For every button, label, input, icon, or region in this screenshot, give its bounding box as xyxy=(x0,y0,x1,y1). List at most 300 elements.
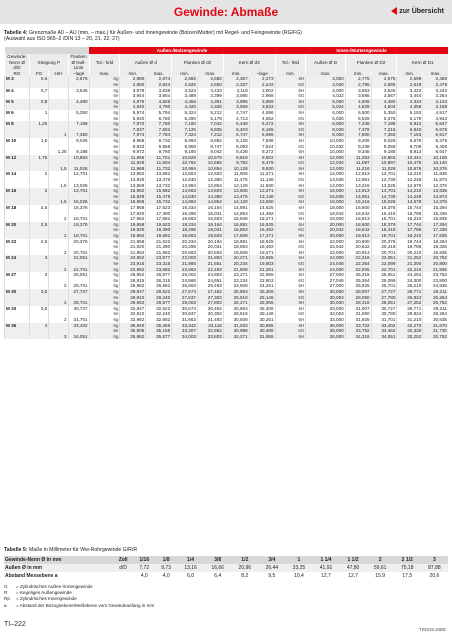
table-cell: 4,456 xyxy=(172,99,198,105)
table-cell: 7,602 xyxy=(146,127,172,133)
table-cell: 1/2 xyxy=(231,556,258,564)
table-cell: 16,625 xyxy=(249,222,275,228)
table-cell: 5,350 xyxy=(371,110,397,116)
table-cell: 29,264 xyxy=(423,311,448,317)
table-cell: 16,031 xyxy=(197,211,223,217)
table-cell: 19,336 xyxy=(423,244,448,250)
table-cell: 23,952 xyxy=(120,255,146,261)
table-cell: 25,701 xyxy=(371,283,397,289)
table-cell: 6e xyxy=(89,311,120,317)
table-cell: 26,915 xyxy=(120,278,146,284)
table-cell: 11,701 xyxy=(146,155,172,161)
legend-item: Rp = Zylindrisches Innengewinde xyxy=(4,596,77,602)
table-cell: 18,492 xyxy=(249,244,275,250)
table-cell: 11,835 xyxy=(423,171,448,177)
table-cell: 15,744 xyxy=(397,205,423,211)
table-cell: 9,188 xyxy=(68,149,89,155)
table-cell: M 12 xyxy=(5,155,30,161)
table-cell: 21,261 xyxy=(249,267,275,273)
back-to-overview-link[interactable]: zur Übersicht xyxy=(391,7,444,15)
table-cell: 33,118 xyxy=(197,323,223,329)
table-cell: 11,148 xyxy=(249,177,275,183)
table-cell: 10,897 xyxy=(371,160,397,166)
table-cell: 25,099 xyxy=(371,278,397,284)
table-cell: 7,72 xyxy=(133,564,155,572)
table-cell: 13,929 xyxy=(120,177,146,183)
table-cell: 25,701 xyxy=(68,283,89,289)
table-cell: 3 xyxy=(49,334,68,340)
table-cell: M 4 xyxy=(5,88,30,94)
table-cell: 4,976 xyxy=(120,99,146,105)
table-cell: 3,5 xyxy=(30,289,49,295)
table-cell: 16,663 xyxy=(172,216,198,222)
table-cell: 59,61 xyxy=(367,564,394,572)
table-cell: 14,701 xyxy=(68,188,89,194)
table-cell: 15,336 xyxy=(423,211,448,217)
table-cell: 15,216 xyxy=(345,199,371,205)
table-cell: 30,727 xyxy=(68,306,89,312)
table-cell: 15,962 xyxy=(120,188,146,194)
table-cell: 15,479 xyxy=(146,194,172,200)
table-cell: 6H xyxy=(275,155,306,161)
table-cell: 13,148 xyxy=(249,194,275,200)
table-cell: 2,844 xyxy=(146,82,172,88)
table-cell: 0,5 xyxy=(30,76,49,82)
table-cell: 20,234 xyxy=(223,261,249,267)
table-cell: 7,376 xyxy=(345,127,371,133)
table-cell: 18,503 xyxy=(197,233,223,239)
table-cell: 25,210 xyxy=(397,283,423,289)
table-cell xyxy=(30,334,49,340)
table-cell: 2,599 xyxy=(397,76,423,82)
table-cell: 29,910 xyxy=(120,295,146,301)
table-cell: 7,216 xyxy=(371,127,397,133)
table-cell: 1,5 xyxy=(49,166,68,172)
table-cell: 4,943 xyxy=(423,116,448,122)
table-cell: 22,663 xyxy=(172,267,198,273)
table-cell: 6e xyxy=(89,295,120,301)
table-cell: 32,271 xyxy=(223,334,249,340)
table-cell: 32,682 xyxy=(146,317,172,323)
table-cell: 9,930 xyxy=(249,166,275,172)
table-cell: 10,829 xyxy=(172,155,198,161)
table-cell: 6G xyxy=(275,261,306,267)
table-cell: 22,042 xyxy=(306,244,345,250)
table-cell: M 14 xyxy=(5,171,30,177)
table-cell: 29,211 xyxy=(423,306,448,312)
table-cell: 25,955 xyxy=(249,300,275,306)
table-cell: 26,271 xyxy=(223,300,249,306)
table-cell: 30,261 xyxy=(249,317,275,323)
table-cell: 6H xyxy=(275,334,306,340)
table-cell: 20,376 xyxy=(371,239,397,245)
table-cell: 13,873 xyxy=(423,194,448,200)
table-cell: 25,306 xyxy=(249,289,275,295)
table-cell: 6g xyxy=(89,188,120,194)
table-cell: 3,545 xyxy=(371,88,397,94)
table-cell: 6e xyxy=(89,127,120,133)
table-cell: 7,188 xyxy=(68,121,89,127)
table-cell: 4,000 xyxy=(306,88,345,94)
table-cell: 20,800 xyxy=(423,261,448,267)
table-cell: 3,995 xyxy=(223,99,249,105)
table-cell: 32,962 xyxy=(120,317,146,323)
table-cell: 10,676 xyxy=(397,166,423,172)
table-cell: 21,966 xyxy=(172,261,198,267)
table-cell: 12,739 xyxy=(371,177,397,183)
table-cell: 17,962 xyxy=(120,216,146,222)
table-cell: 28,701 xyxy=(68,300,89,306)
table-cell: 9,026 xyxy=(68,138,89,144)
table-cell: 21,252 xyxy=(397,255,423,261)
table-cell: 30,780 xyxy=(371,311,397,317)
table-cell: 6,935 xyxy=(197,127,223,133)
table-cell: 9,73 xyxy=(155,564,177,572)
table-cell: 31,060 xyxy=(345,311,371,317)
table-cell: 14,951 xyxy=(345,194,371,200)
table-cell: 24,048 xyxy=(306,261,345,267)
table-cell: 27,803 xyxy=(197,300,223,306)
table-cell: 27,000 xyxy=(306,283,345,289)
table-cell: 2 xyxy=(30,188,49,194)
table-cell: 19,835 xyxy=(423,250,448,256)
table4-subheader-cell: H/H xyxy=(49,71,68,77)
table-cell: 12,248 xyxy=(397,177,423,183)
table-cell: 14,000 xyxy=(306,171,345,177)
table-cell: 22,051 xyxy=(68,255,89,261)
table-cell: 14,630 xyxy=(172,194,198,200)
table-cell: 6H xyxy=(275,138,306,144)
table-cell: 0,7 xyxy=(30,88,49,94)
table4-caption: Tabelle 4: Grenzmaße A0 – AU (min. – max.) für Außen- und Innengewinde (Bolzen/Mutter) mit Regel- und Feingewinde (RG/FG) (Auswahl aus ISO 965–2 /DIN 13 – 20, 21, 22, 27) xyxy=(4,30,303,42)
table4-subheader-cell: max. xyxy=(146,71,172,77)
table-cell: 6,596 xyxy=(249,132,275,138)
table-cell: 1 xyxy=(285,556,312,564)
table4-subheader-cell: max. xyxy=(371,71,397,77)
table-cell: 15,786 xyxy=(397,211,423,217)
table-cell: 12,210 xyxy=(397,171,423,177)
table-cell: 4,480 xyxy=(371,99,397,105)
table-cell: 6G xyxy=(275,104,306,110)
table-cell: 19,962 xyxy=(120,233,146,239)
table-cell: 27,674 xyxy=(172,289,198,295)
table-cell: 29,952 xyxy=(120,300,146,306)
table-cell: 13,732 xyxy=(146,183,172,189)
table-cell: 1/8 xyxy=(155,556,177,564)
table-cell: 18,031 xyxy=(197,227,223,233)
page-header xyxy=(0,0,452,24)
table-cell: 26,44 xyxy=(258,564,285,572)
table-cell: 6e xyxy=(89,116,120,122)
table-cell: 17,744 xyxy=(397,222,423,228)
table-cell: 20,701 xyxy=(371,250,397,256)
table-cell: 2 1/2 xyxy=(394,556,421,564)
table-cell: 9,968 xyxy=(120,138,146,144)
table-cell: 30,462 xyxy=(197,306,223,312)
table4-subheader-cell: min. xyxy=(223,71,249,77)
table-cell: 15,835 xyxy=(423,216,448,222)
table-cell: 2 xyxy=(30,171,49,177)
table-cell: 2,795 xyxy=(345,82,371,88)
table-cell: 24,300 xyxy=(397,278,423,284)
table-cell: 10,106 xyxy=(423,155,448,161)
table-cell: 22,099 xyxy=(371,261,397,267)
table-cell: M 8 xyxy=(5,121,30,127)
table-cell: 20,000 xyxy=(306,222,345,228)
table-cell: 34,003 xyxy=(172,334,198,340)
table-cell: 20,376 xyxy=(68,239,89,245)
table-cell: 6G xyxy=(275,311,306,317)
table-cell: 9,819 xyxy=(223,155,249,161)
table-cell: 5,324 xyxy=(172,110,198,116)
table-cell: 15,271 xyxy=(249,216,275,222)
table-cell: 31,701 xyxy=(68,317,89,323)
table-cell: 1,25 xyxy=(49,149,68,155)
table-cell: 6G xyxy=(275,295,306,301)
table-cell: 12,854 xyxy=(197,183,223,189)
table-cell: 6g xyxy=(89,306,120,312)
table-cell: 16,913 xyxy=(345,216,371,222)
table-cell: 8,408 xyxy=(423,144,448,150)
table-cell: 2,550 xyxy=(197,82,223,88)
table-cell: 30,727 xyxy=(371,306,397,312)
table-cell: d/D xyxy=(113,564,133,572)
table-cell: 22,210 xyxy=(397,267,423,273)
table-cell: 31,663 xyxy=(172,317,198,323)
table-cell: 21,920 xyxy=(120,244,146,250)
table-cell: 11,732 xyxy=(146,166,172,172)
table-cell: 28,060 xyxy=(345,295,371,301)
table-cell: 6H xyxy=(275,300,306,306)
table-cell: 10,128 xyxy=(223,166,249,172)
table-cell: 19,623 xyxy=(146,222,172,228)
table-cell: 21,508 xyxy=(223,267,249,273)
table-cell: 6g xyxy=(89,99,120,105)
table-cell: 11,968 xyxy=(120,166,146,172)
table-cell: 2 xyxy=(49,300,68,306)
table-cell: 14,854 xyxy=(197,199,223,205)
table-cell: 28,306 xyxy=(249,306,275,312)
table-cell: 3,399 xyxy=(197,93,223,99)
table-cell: 6H xyxy=(275,132,306,138)
table-cell: 34,316 xyxy=(345,334,371,340)
table-cell: 3,264 xyxy=(423,93,448,99)
table-cell: 11,216 xyxy=(345,166,371,172)
table-cell: 33,402 xyxy=(371,323,397,329)
table-cell: 4,325 xyxy=(197,104,223,110)
table-cell: 6g xyxy=(89,222,120,228)
table-cell: 8,959 xyxy=(172,144,198,150)
table-cell: 3,523 xyxy=(172,88,198,94)
table-cell: 12,128 xyxy=(223,183,249,189)
table-cell: 33,803 xyxy=(197,334,223,340)
table-cell: 22,925 xyxy=(345,267,371,273)
table-cell: 18,210 xyxy=(397,233,423,239)
table-cell: 31,210 xyxy=(397,317,423,323)
table-cell: 30,302 xyxy=(197,311,223,317)
table-cell: 4,629 xyxy=(345,104,371,110)
table-cell: 18,891 xyxy=(223,239,249,245)
table-cell: 33,462 xyxy=(371,328,397,334)
table-cell: 20,271 xyxy=(223,255,249,261)
table-cell: 17,294 xyxy=(423,222,448,228)
table-cell: 20,913 xyxy=(345,250,371,256)
table-cell: 11,097 xyxy=(345,160,371,166)
table-cell: 16,503 xyxy=(197,216,223,222)
table-cell: 19,955 xyxy=(249,255,275,261)
table-cell: 26,264 xyxy=(423,295,448,301)
table-cell: 16,210 xyxy=(397,216,423,222)
table-cell: 22,701 xyxy=(371,267,397,273)
table-cell: M 6 xyxy=(5,110,30,116)
table-cell: 17,835 xyxy=(423,233,448,239)
table-cell: 18,853 xyxy=(223,244,249,250)
table-cell: 36,060 xyxy=(306,328,345,334)
table-cell: 14,128 xyxy=(223,199,249,205)
table-cell: 3,978 xyxy=(120,88,146,94)
table-cell: 7,125 xyxy=(172,127,198,133)
table-cell: 16,376 xyxy=(68,205,89,211)
table-cell: 3,489 xyxy=(172,93,198,99)
table-cell: 22,051 xyxy=(371,255,397,261)
table-cell: 75,18 xyxy=(394,564,421,572)
table-cell: 24,508 xyxy=(223,283,249,289)
table-cell: 4,420 xyxy=(172,104,198,110)
table-cell: 7,188 xyxy=(371,121,397,127)
table-cell: 9,602 xyxy=(249,155,275,161)
table-cell: 35,465 xyxy=(146,323,172,329)
table-cell: 6g xyxy=(89,166,120,172)
table-cell: M 3 xyxy=(5,76,30,82)
table-cell: 27,780 xyxy=(371,295,397,301)
pipe-thread-table xyxy=(4,556,448,580)
table-cell: 4,0 xyxy=(140,573,148,579)
table-cell: 20,031 xyxy=(197,244,223,250)
table-cell: 4,747 xyxy=(223,110,249,116)
table-cell: 6H xyxy=(275,255,306,261)
table-cell: 19,390 xyxy=(146,227,172,233)
table-row xyxy=(4,564,448,572)
table-cell: 2,874 xyxy=(146,76,172,82)
inner-thread-group: Innen-/Mutterngewinde xyxy=(275,47,448,54)
table-cell: 3,433 xyxy=(197,88,223,94)
table-cell: 6,403 xyxy=(223,127,249,133)
table-cell: 11,929 xyxy=(120,160,146,166)
table-cell: 21,300 xyxy=(397,261,423,267)
table-cell: 14,248 xyxy=(397,194,423,200)
table-cell: 24,252 xyxy=(397,272,423,278)
table-cell: 16,296 xyxy=(172,211,198,217)
table-cell: 6H xyxy=(275,317,306,323)
table-cell: 6H xyxy=(275,99,306,105)
page-number: TI–222 xyxy=(4,621,26,628)
table-cell: 4,605 xyxy=(345,99,371,105)
table-cell: Abstand Messebene a xyxy=(5,573,58,579)
table-cell: 3,002 xyxy=(249,88,275,94)
table-cell: 14,625 xyxy=(249,205,275,211)
table-cell: 18,334 xyxy=(172,222,198,228)
table-cell: 8,000 xyxy=(306,121,345,127)
table-cell: 6g xyxy=(89,171,120,177)
table-cell: 12,7 xyxy=(321,573,331,579)
table-cell: 19,294 xyxy=(423,239,448,245)
table-cell: 8,2 xyxy=(241,573,249,579)
outer-thread-group: Außen-/Bolzengewinde xyxy=(89,47,275,54)
table-cell: 23,315 xyxy=(146,261,172,267)
table-cell: M 18 xyxy=(5,205,30,211)
table-cell: 15,929 xyxy=(120,194,146,200)
table-cell: 2,459 xyxy=(423,76,448,82)
table-cell: 1 xyxy=(49,132,68,138)
table-cell: 31,493 xyxy=(197,317,223,323)
table-cell: 24,835 xyxy=(423,283,448,289)
table-cell: 17,5 xyxy=(402,573,413,579)
table-cell: 13,026 xyxy=(371,183,397,189)
table-cell: 35,940 xyxy=(120,323,146,329)
table-cell: 6H xyxy=(275,289,306,295)
table-cell: 24,803 xyxy=(197,272,223,278)
table-cell: 2,695 xyxy=(371,82,397,88)
table-cell: 6g xyxy=(89,300,120,306)
table-cell: 9,558 xyxy=(146,144,172,150)
table-cell: 12,994 xyxy=(172,183,198,189)
table-cell: 3,567 xyxy=(371,93,397,99)
table-cell: 14,000 xyxy=(306,183,345,189)
table-cell: 30,053 xyxy=(306,295,345,301)
table-cell: 3,020 xyxy=(306,82,345,88)
table-cell: 6g xyxy=(89,255,120,261)
table-cell: 22,803 xyxy=(249,278,275,284)
table-cell: 9,782 xyxy=(223,160,249,166)
table4-column-header: Gewinde-Nenn Ø d/D Steigung P Flanken Ø Null- Linie Tol.- feld Außen Ø d Flanken Ø d2 Kern Ø d3 Tol.- feld Außen Ø D Flanken Ø D2 Kern Ø D1 xyxy=(5,54,449,71)
table-cell: 30,508 xyxy=(223,317,249,323)
table-cell: 13,835 xyxy=(423,188,448,194)
table-cell: 31,730 xyxy=(423,328,448,334)
table-cell: 18,600 xyxy=(345,222,371,228)
table-cell: 20,042 xyxy=(306,227,345,233)
table-cell: 32,240 xyxy=(146,311,172,317)
table-cell: 1,25 xyxy=(30,121,49,127)
table-cell: 5,024 xyxy=(306,104,345,110)
thread-limits-table xyxy=(4,47,448,339)
table-cell: 12,376 xyxy=(423,183,448,189)
table-cell: 14,376 xyxy=(423,199,448,205)
table-cell: 6g xyxy=(89,138,120,144)
table-cell: 6G xyxy=(275,144,306,150)
table-cell: 3,085 xyxy=(223,93,249,99)
table-cell: 28,003 xyxy=(172,300,198,306)
table-cell: 10,4 xyxy=(294,573,304,579)
table-cell: 25,146 xyxy=(249,295,275,301)
table-cell: 14,676 xyxy=(397,199,423,205)
table-cell: 20,6 xyxy=(429,573,440,579)
table-cell: 19,508 xyxy=(223,250,249,256)
table-cell: 6g xyxy=(89,250,120,256)
table-cell: 6H xyxy=(275,222,306,228)
table-cell: 23,800 xyxy=(423,278,448,284)
table-cell: 6G xyxy=(275,227,306,233)
table-cell: 29,577 xyxy=(146,300,172,306)
table-cell: 26,315 xyxy=(146,278,172,284)
table-cell: 24,966 xyxy=(172,278,198,284)
table-cell: 8,093 xyxy=(223,144,249,150)
table-cell: 14,380 xyxy=(197,194,223,200)
table-cell: 2,243 xyxy=(249,82,275,88)
table-cell: 4,940 xyxy=(120,104,146,110)
table-cell: 34,051 xyxy=(68,334,89,340)
table-cell: 18,376 xyxy=(68,222,89,228)
table-cell: 13,16 xyxy=(177,564,204,572)
